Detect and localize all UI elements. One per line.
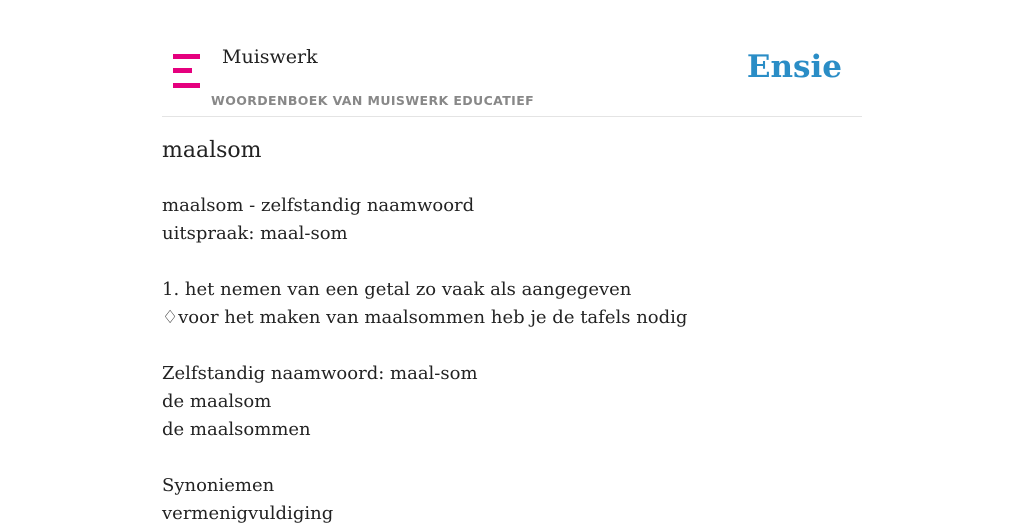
entry-line-singular: de maalsom bbox=[162, 391, 272, 412]
logo-bar-middle bbox=[173, 68, 192, 73]
brand-name[interactable]: Muiswerk bbox=[222, 46, 318, 68]
entry-content bbox=[162, 192, 862, 528]
entry-line-blank bbox=[162, 444, 862, 472]
entry-line-blank bbox=[162, 332, 862, 360]
entry-line-pronunciation: uitspraak: maal-som bbox=[162, 223, 348, 244]
page-title: maalsom bbox=[162, 138, 262, 163]
entry-line-definition: 1. het nemen van een getal zo vaak als aangegeven bbox=[162, 279, 632, 300]
logo-bar-bottom bbox=[173, 83, 200, 88]
ensie-logo-link[interactable]: Ensie bbox=[746, 49, 842, 85]
entry-line-example: ♢voor het maken van maalsommen heb je de tafels nodig bbox=[162, 307, 688, 328]
brand-subtitle: WOORDENBOEK VAN MUISWERK EDUCATIEF bbox=[211, 93, 535, 108]
entry-line-synonym[interactable]: vermenigvuldiging bbox=[162, 503, 334, 524]
entry-line-blank bbox=[162, 248, 862, 276]
entry-line-plural: de maalsommen bbox=[162, 419, 311, 440]
entry-line-heading: maalsom - zelfstandig naamwoord bbox=[162, 195, 475, 216]
muiswerk-logo-icon[interactable] bbox=[173, 54, 200, 88]
logo-bar-top bbox=[173, 54, 200, 59]
header bbox=[162, 0, 862, 117]
entry-line-grammar: Zelfstandig naamwoord: maal-som bbox=[162, 363, 478, 384]
main-container bbox=[162, 0, 862, 524]
entry-line-synonyms-heading: Synoniemen bbox=[162, 475, 275, 496]
